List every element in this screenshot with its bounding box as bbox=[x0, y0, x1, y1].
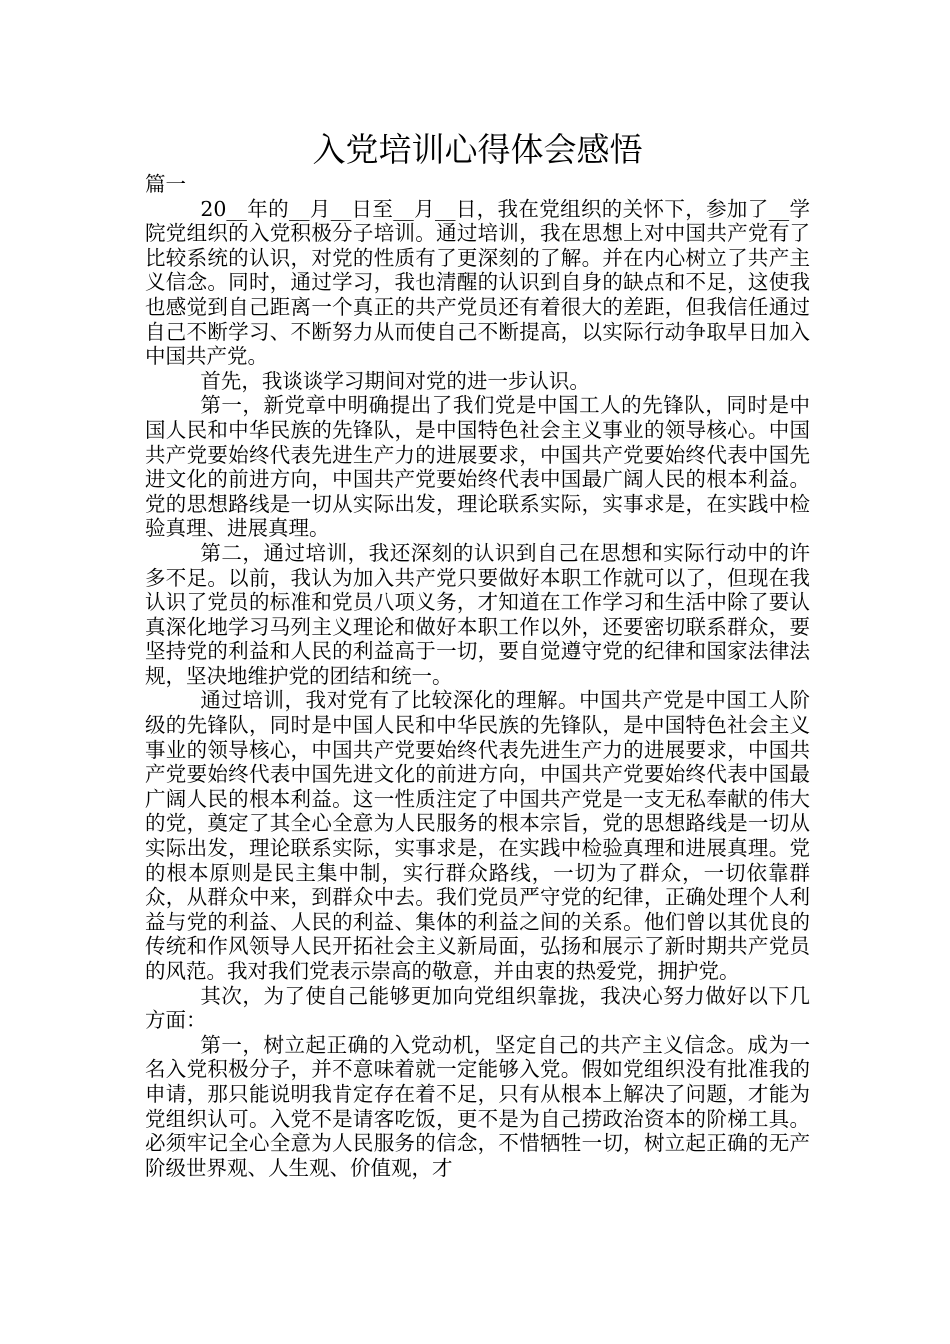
section-label: 篇一 bbox=[145, 172, 186, 196]
paragraph-3: 第一，新党章中明确提出了我们党是中国工人的先锋队，同时是中国人民和中华民族的先锋队，是中国特色社会主义事业的领导核心。中国共产党要始终代表先进生产力的进展要求，中国共产党要始终代表中国先进文化的前进方向，中国共产党要始终代表中国最广阔人民的根本利益。党的思想路线是一切从实际出发，理论联系实际，实事求是，在实践中检验真理、进展真理。 bbox=[145, 393, 810, 541]
document-page bbox=[145, 128, 810, 1180]
paragraph-4: 第二，通过培训，我还深刻的认识到自己在思想和实际行动中的许多不足。以前，我认为加入共产党只要做好本职工作就可以了，但现在我认识了党员的标准和党员八项义务，才知道在工作学习和生活中除了要认真深化地学习马列主义理论和做好本职工作以外，还要密切联系群众，要坚持党的利益和人民的利益高于一切，要自觉遵守党的纪律和国家法律法规，坚决地维护党的团结和统一。 bbox=[145, 540, 810, 688]
paragraph-1: 20__年的__月__日至__月__日，我在党组织的关怀下，参加了__学院党组织的入党积极分子培训。通过培训，我在思想上对中国共产党有了比较系统的认识，对党的性质有了更深刻的了解。并在内心树立了共产主义信念。同时，通过学习，我也清醒的认识到自身的缺点和不足，这使我也感觉到自己距离一个真正的共产党员还有着很大的差距，但我信任通过自己不断学习、不断努力从而使自己不断提高，以实际行动争取早日加入中国共产党。 bbox=[145, 196, 810, 369]
document-title: 入党培训心得体会感悟 bbox=[312, 130, 643, 169]
paragraph-6: 其次，为了使自己能够更加向党组织靠拢，我决心努力做好以下几方面： bbox=[145, 983, 810, 1033]
paragraph-5: 通过培训，我对党有了比较深化的理解。中国共产党是中国工人阶级的先锋队，同时是中国人民和中华民族的先锋队，是中国特色社会主义事业的领导核心，中国共产党要始终代表先进生产力的进展要求，中国共产党要始终代表中国先进文化的前进方向，中国共产党要始终代表中国最广阔人民的根本利益。这一性质注定了中国共产党是一支无私奉献的伟大的党，奠定了其全心全意为人民服务的根本宗旨，党的思想路线是一切从实际出发，理论联系实际，实事求是，在实践中检验真理和进展真理。党的根本原则是民主集中制，实行群众路线，一切为了群众，一切依靠群众，从群众中来，到群众中去。我们党员严守党的纪律，正确处理个人利益与党的利益、人民的利益、集体的利益之间的关系。他们曾以其优良的传统和作风领导人民开拓社会主义新局面，弘扬和展示了新时期共产党员的风范。我对我们党表示崇高的敬意，并由衷的热爱党，拥护党。 bbox=[145, 688, 810, 983]
paragraph-7: 第一，树立起正确的入党动机，坚定自己的共产主义信念。成为一名入党积极分子，并不意味着就一定能够入党。假如党组织没有批准我的申请，那只能说明我肯定存在着不足，只有从根本上解决了问题，才能为党组织认可。入党不是请客吃饭，更不是为自己捞政治资本的阶梯工具。必须牢记全心全意为人民服务的信念，不惜牺牲一切，树立起正确的无产阶级世界观、人生观、价值观，才 bbox=[145, 1032, 810, 1180]
paragraph-2: 首先，我谈谈学习期间对党的进一步认识。 bbox=[200, 368, 590, 393]
